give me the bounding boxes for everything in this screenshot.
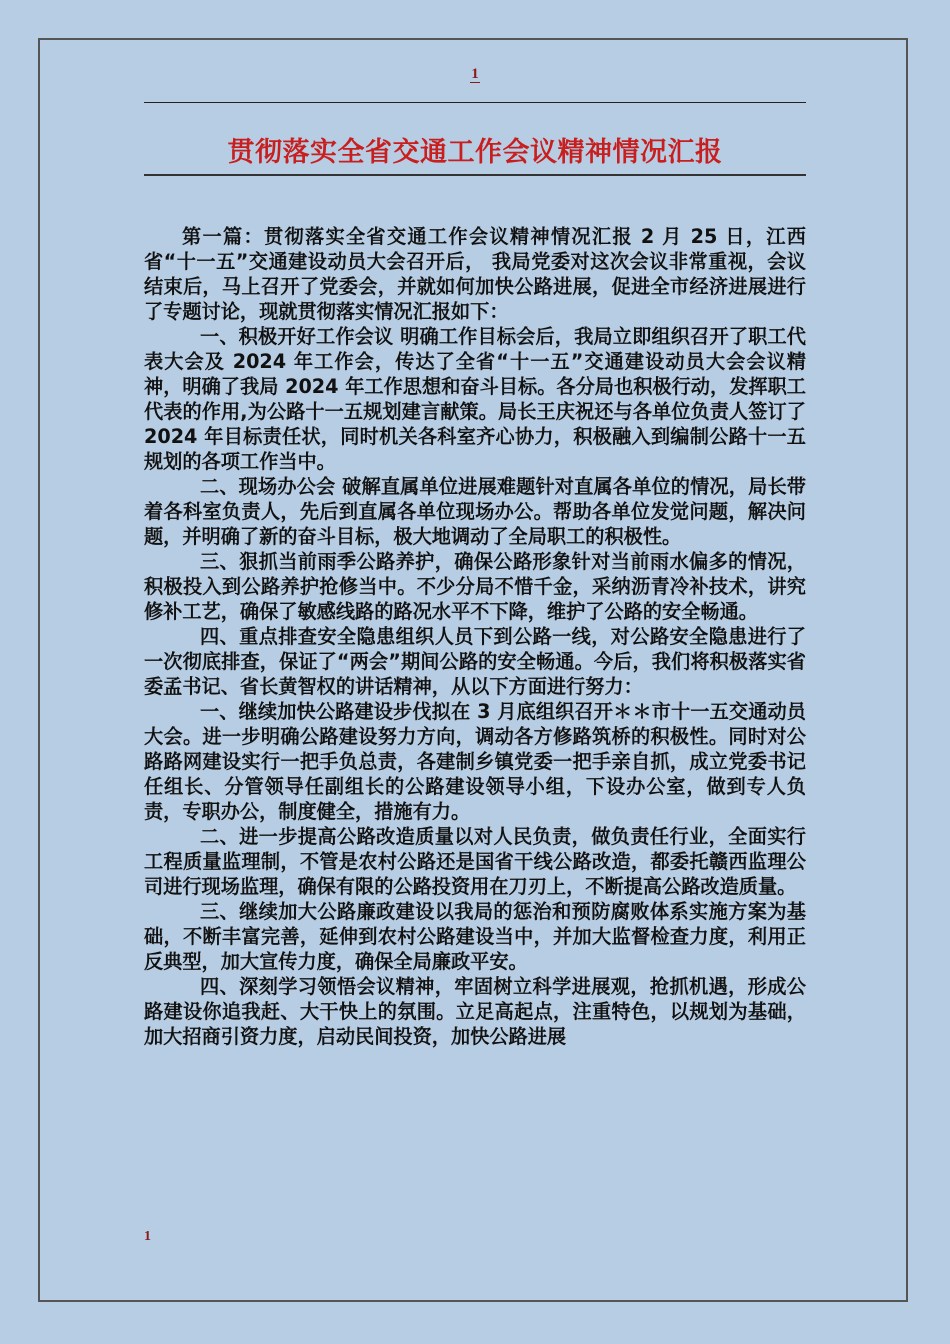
paragraph-section-3: 三、狠抓当前雨季公路养护，确保公路形象针对当前雨水偏多的情况，积极投入到公路养护抢修当中。不少分局不惜千金，采纳沥青冷补技术，讲究修补工艺，确保了敏感线路的路况水平不下降，维护了公路的安全畅通。 xyxy=(144,550,806,623)
footer-page-number: 1 xyxy=(144,1229,151,1244)
paragraph-plan-3: 三、继续加大公路廉政建设以我局的惩治和预防腐败体系实施方案为基础，不断丰富完善，延伸到农村公路建设当中，并加大监督检查力度，利用正反典型，加大宣传力度，确保全局廉政平安。 xyxy=(144,900,806,973)
paragraph-section-1: 一、积极开好工作会议 明确工作目标会后，我局立即组织召开了职工代表大会及 2024 年工作会，传达了全省“十一五”交通建设动员大会会议精神，明确了我局 2024 年工作思想和奋斗目标。各分局也积极行动，发挥职工代表的作用,为公路十一五规划建言献策。局长王庆祝还与各单位负责人签订了 2024 年目标责任状，同时机关各科室齐心协力，积极融入到编制公路十一五规划的各项工作当中。 xyxy=(144,325,806,473)
document-body xyxy=(144,224,806,1049)
paragraph-intro: 第一篇：贯彻落实全省交通工作会议精神情况汇报 2 月 25 日，江西省“十一五”交通建设动员大会召开后， 我局党委对这次会议非常重视，会议结束后，马上召开了党委会，并就如何加快公路进展，促进全市经济进展进行了专题讨论，现就贯彻落实情况汇报如下： xyxy=(144,225,806,323)
paragraph-plan-1: 一、继续加快公路建设步伐拟在 3 月底组织召开＊＊市十一五交通动员大会。进一步明确公路建设努力方向，调动各方修路筑桥的积极性。同时对公路路网建设实行一把手负总责，各建制乡镇党委一把手亲自抓，成立党委书记任组长、分管领导任副组长的公路建设领导小组，下设办公室，做到专人负责，专职办公，制度健全，措施有力。 xyxy=(144,700,806,823)
paragraph-section-4: 四、重点排查安全隐患组织人员下到公路一线，对公路安全隐患进行了一次彻底排查，保证了“两会”期间公路的安全畅通。今后，我们将积极落实省委孟书记、省长黄智权的讲话精神，从以下方面进行努力： xyxy=(144,625,806,698)
title-divider xyxy=(144,174,806,176)
header-page-number-text: 1 xyxy=(471,66,479,82)
document-title: 贯彻落实全省交通工作会议精神情况汇报 xyxy=(227,137,723,168)
paragraph-plan-4: 四、深刻学习领悟会议精神，牢固树立科学进展观，抢抓机遇，形成公路建设你追我赶、大干快上的氛围。立足高起点，注重特色，以规划为基础，加大招商引资力度，启动民间投资，加快公路进展 xyxy=(144,975,806,1048)
header-divider xyxy=(144,102,806,103)
paragraph-plan-2: 二、进一步提高公路改造质量以对人民负责，做负责任行业，全面实行工程质量监理制，不管是农村公路还是国省干线公路改造，都委托赣西监理公司进行现场监理，确保有限的公路投资用在刀刃上，不断提高公路改造质量。 xyxy=(144,825,806,898)
paragraph-section-2: 二、现场办公会 破解直属单位进展难题针对直属各单位的情况，局长带着各科室负责人，先后到直属各单位现场办公。帮助各单位发觉问题，解决问题，并明确了新的奋斗目标，极大地调动了全局职工的积极性。 xyxy=(144,475,806,548)
header-page-number xyxy=(0,66,950,83)
